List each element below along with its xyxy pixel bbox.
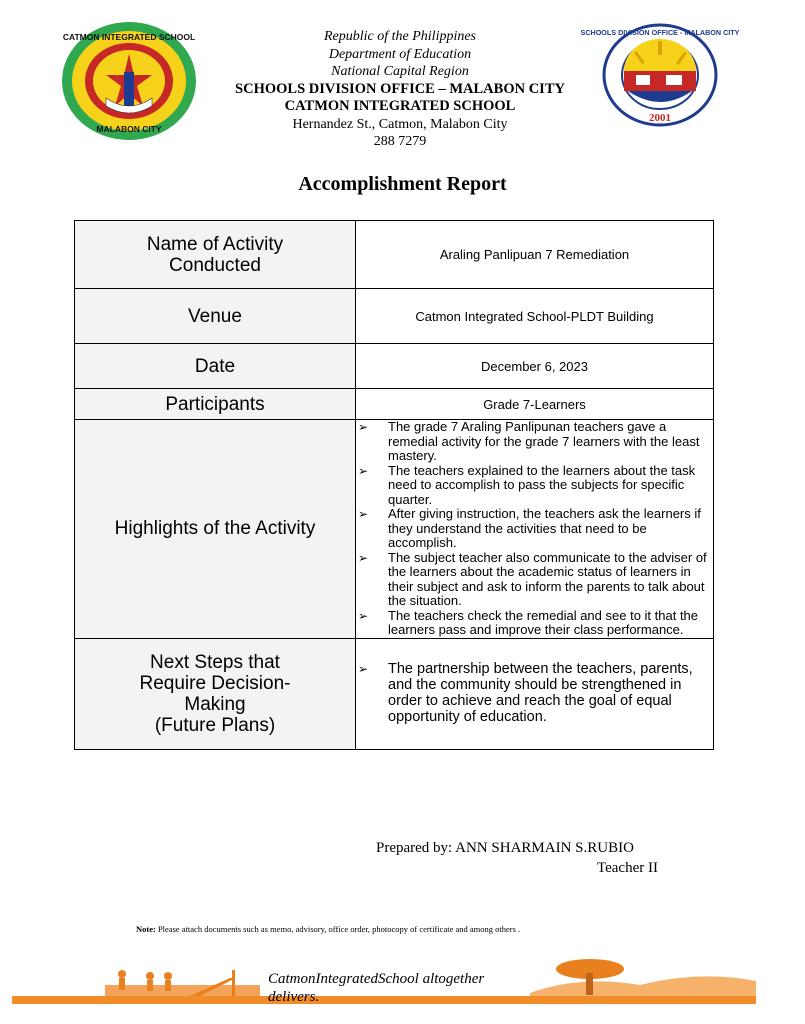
participants-label: Participants xyxy=(75,389,356,420)
bullet-arrow-icon: ➢ xyxy=(358,463,369,478)
report-title: Accomplishment Report xyxy=(298,173,507,195)
highlights-list-cell xyxy=(356,420,714,639)
seal-left-top-text: CATMON INTEGRATED SCHOOL xyxy=(62,32,196,42)
list-item xyxy=(356,551,713,609)
school-motto xyxy=(268,970,528,1006)
next-steps-list xyxy=(356,661,713,725)
note-text: Please attach documents such as memo, advisory, office order, photocopy of certificate and among others . xyxy=(155,924,521,934)
footnote xyxy=(136,924,520,934)
row-activity xyxy=(75,221,714,289)
seal-right-year: 2001 xyxy=(649,112,671,124)
header-division: SCHOOLS DIVISION OFFICE – MALABON CITY xyxy=(235,80,565,97)
next-steps-label-line: (Future Plans) xyxy=(154,714,276,736)
row-date xyxy=(75,344,714,389)
header-deped: Department of Education xyxy=(328,46,472,62)
division-seal-icon xyxy=(580,23,740,127)
header-region: National Capital Region xyxy=(331,64,469,79)
highlights-label: Highlights of the Activity xyxy=(75,420,356,639)
next-step-text: The partnership between the teachers, parents, and the community should be strengthened in order to achieve and reach the goal of equal opportunity of education. xyxy=(388,660,693,725)
list-item xyxy=(356,464,713,508)
bullet-arrow-icon: ➢ xyxy=(358,661,369,676)
row-venue xyxy=(75,289,714,344)
bullet-arrow-icon: ➢ xyxy=(358,608,369,623)
highlight-text: The teachers explained to the learners about the task need to accomplish to pass the subjects for specific quarter. xyxy=(388,462,696,507)
seal-right-ring-text: SCHOOLS DIVISION OFFICE - MALABON CITY xyxy=(580,28,740,37)
date-label: Date xyxy=(75,344,356,389)
preparer-role: Teacher II xyxy=(597,860,658,876)
highlights-list xyxy=(356,420,713,638)
bullet-arrow-icon: ➢ xyxy=(358,420,369,434)
highlight-text: The subject teacher also communicate to the adviser of the learners about the academic status of learners in their subject and ask to inform the parents to talk about the situation. xyxy=(388,549,707,608)
activity-value: Araling Panlipuan 7 Remediation xyxy=(356,221,714,289)
motto-line: delivers. xyxy=(268,989,320,1005)
highlight-text: After giving instruction, the teachers ask the learners if they understand the activities that need to be accomplish. xyxy=(388,506,701,550)
letterhead xyxy=(200,28,600,151)
next-steps-label xyxy=(75,638,356,749)
row-highlights xyxy=(75,420,714,639)
bullet-arrow-icon: ➢ xyxy=(358,550,369,565)
date-value: December 6, 2023 xyxy=(356,344,714,389)
next-steps-label-line: Require Decision- xyxy=(139,672,291,694)
participants-value: Grade 7-Learners xyxy=(356,389,714,420)
motto-line: CatmonIntegratedSchool altogether xyxy=(268,971,485,987)
header-address: Hernandez St., Catmon, Malabon City xyxy=(292,116,508,132)
row-participants xyxy=(75,389,714,420)
prepared-by: Prepared by: ANN SHARMAIN S.RUBIO xyxy=(376,840,634,856)
seal-left-bottom-text: MALABON CITY xyxy=(96,124,162,134)
list-item xyxy=(356,420,713,464)
header-republic: Republic of the Philippines xyxy=(323,29,477,44)
next-steps-label-line: Making xyxy=(184,693,246,715)
list-item xyxy=(356,609,713,638)
venue-value: Catmon Integrated School-PLDT Building xyxy=(356,289,714,344)
next-steps-list-cell xyxy=(356,638,714,749)
header-phone: 288 7279 xyxy=(373,134,427,149)
list-item xyxy=(356,661,713,725)
school-seal-icon xyxy=(60,20,198,142)
header-school: CATMON INTEGRATED SCHOOL xyxy=(284,98,516,114)
venue-label: Venue xyxy=(75,289,356,344)
highlight-text: The grade 7 Araling Panlipunan teachers gave a remedial activity for the grade 7 learners with the least mastery. xyxy=(388,419,700,463)
highlight-text: The teachers check the remedial and see to it that the learners pass and improve their class performance. xyxy=(388,607,699,637)
tree-landscape-icon xyxy=(520,955,760,1000)
row-next-steps xyxy=(75,638,714,749)
children-playing-icon xyxy=(110,968,250,998)
bullet-arrow-icon: ➢ xyxy=(358,507,369,521)
note-label: Note: xyxy=(136,924,156,934)
activity-label: Name of Activity Conducted xyxy=(75,221,356,289)
report-table xyxy=(74,220,714,750)
list-item xyxy=(356,507,713,551)
next-steps-label-line: Next Steps that xyxy=(150,651,280,673)
